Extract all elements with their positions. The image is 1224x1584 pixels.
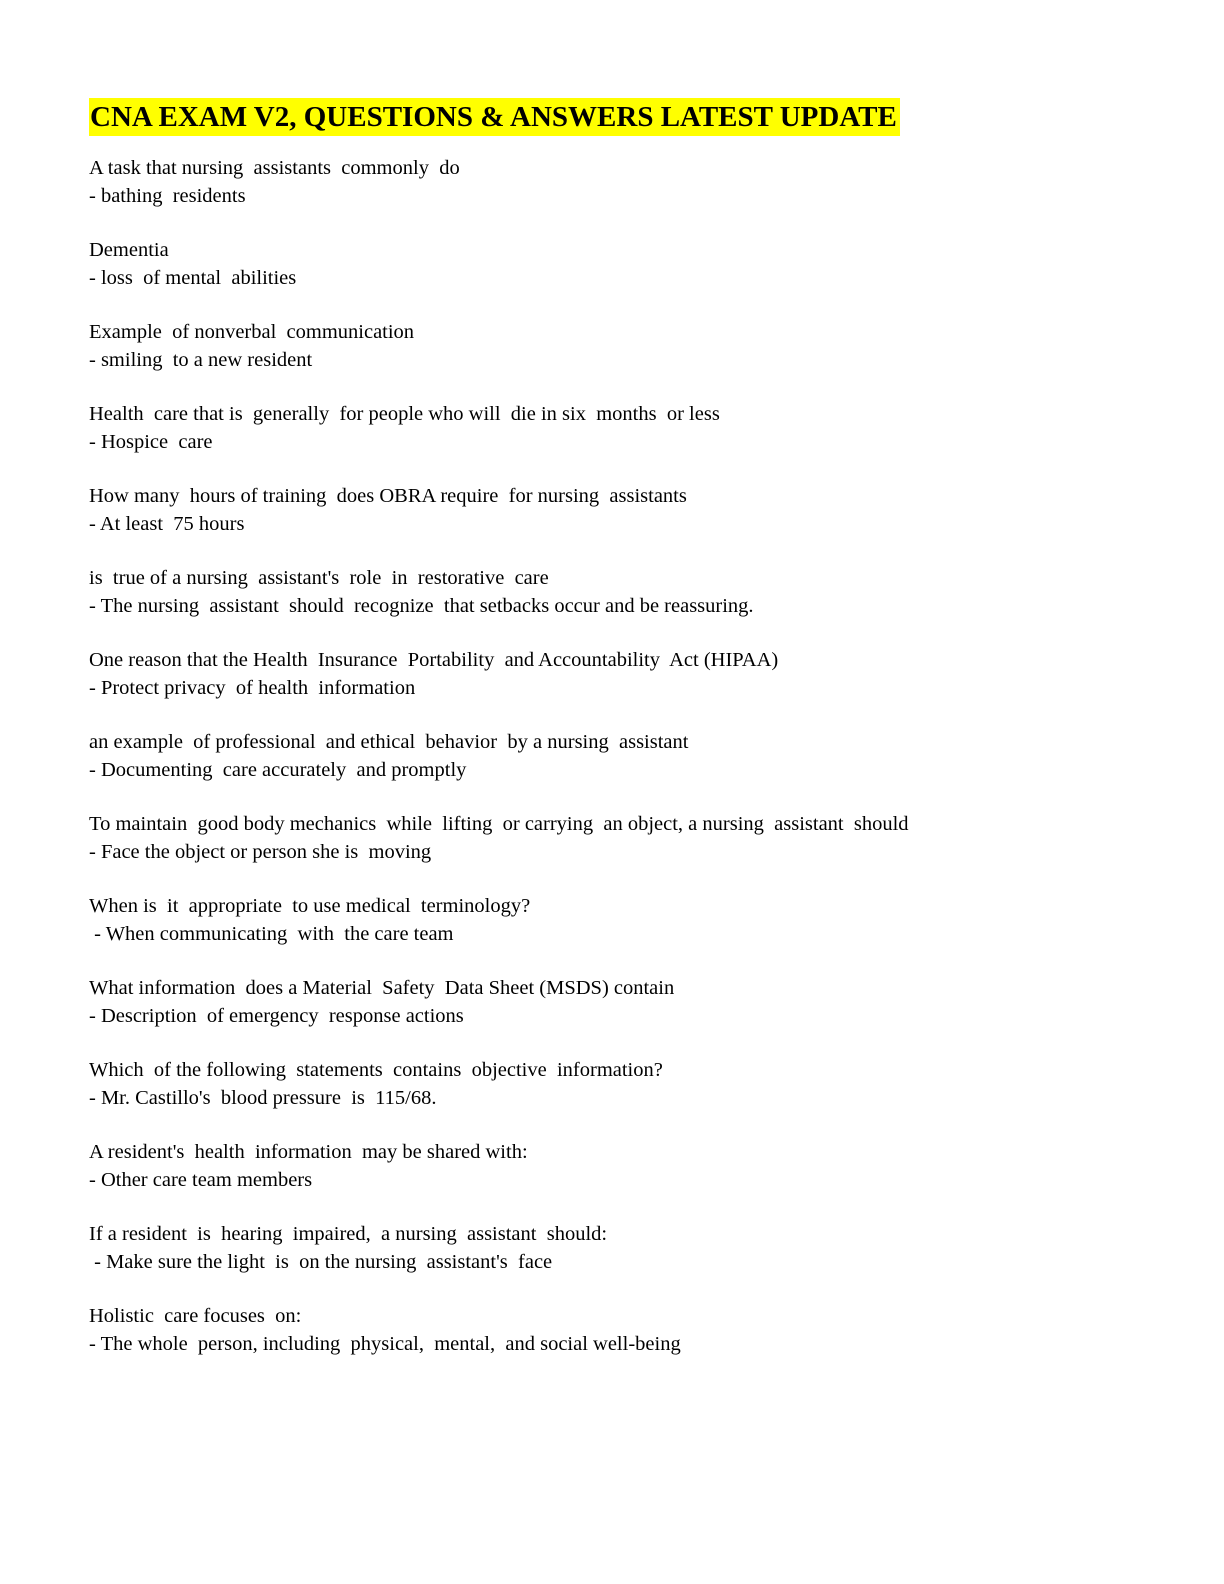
qa-item	[89, 892, 1149, 948]
answer-text: - Documenting care accurately and promptly	[89, 759, 467, 781]
question-text: One reason that the Health Insurance Portability and Accountability Act (HIPAA)	[89, 649, 779, 671]
qa-item	[89, 400, 1149, 456]
answer-text: - Description of emergency response actions	[89, 1005, 464, 1027]
answer-text: - The nursing assistant should recognize that setbacks occur and be reassuring.	[89, 595, 754, 617]
qa-item	[89, 974, 1149, 1030]
answer-text: - Face the object or person she is moving	[89, 841, 432, 863]
answer-text: - bathing residents	[89, 185, 246, 207]
qa-item	[89, 646, 1149, 702]
question-text: If a resident is hearing impaired, a nursing assistant should:	[89, 1223, 608, 1245]
qa-list	[89, 154, 1149, 1358]
question-text: is true of a nursing assistant's role in restorative care	[89, 567, 549, 589]
answer-text: - The whole person, including physical, mental, and social well-being	[89, 1333, 681, 1355]
document-page	[89, 98, 1149, 1384]
answer-text: - Protect privacy of health information	[89, 677, 416, 699]
answer-text: - When communicating with the care team	[89, 923, 454, 945]
qa-item	[89, 810, 1149, 866]
question-text: A task that nursing assistants commonly do	[89, 157, 460, 179]
question-text: What information does a Material Safety Data Sheet (MSDS) contain	[89, 977, 675, 999]
question-text: To maintain good body mechanics while lifting or carrying an object, a nursing assistant should	[89, 813, 909, 835]
question-text: Example of nonverbal communication	[89, 321, 415, 343]
question-text: an example of professional and ethical behavior by a nursing assistant	[89, 731, 689, 753]
answer-text: - loss of mental abilities	[89, 267, 297, 289]
answer-text: - Mr. Castillo's blood pressure is 115/68.	[89, 1087, 437, 1109]
qa-item	[89, 154, 1149, 210]
question-text: Holistic care focuses on:	[89, 1305, 302, 1327]
answer-text: - Other care team members	[89, 1169, 313, 1191]
qa-item	[89, 728, 1149, 784]
question-text: Which of the following statements contains objective information?	[89, 1059, 663, 1081]
question-text: Health care that is generally for people who will die in six months or less	[89, 403, 720, 425]
answer-text: - Hospice care	[89, 431, 213, 453]
question-text: Dementia	[89, 239, 169, 261]
answer-text: - smiling to a new resident	[89, 349, 313, 371]
question-text: When is it appropriate to use medical terminology?	[89, 895, 531, 917]
qa-item	[89, 236, 1149, 292]
document-title: CNA EXAM V2, QUESTIONS & ANSWERS LATEST UPDATE	[89, 98, 900, 136]
qa-item	[89, 564, 1149, 620]
qa-item	[89, 1056, 1149, 1112]
qa-item	[89, 1138, 1149, 1194]
qa-item	[89, 1302, 1149, 1358]
answer-text: - At least 75 hours	[89, 513, 245, 535]
question-text: How many hours of training does OBRA require for nursing assistants	[89, 485, 687, 507]
question-text: A resident's health information may be shared with:	[89, 1141, 528, 1163]
answer-text: - Make sure the light is on the nursing assistant's face	[89, 1251, 553, 1273]
qa-item	[89, 1220, 1149, 1276]
qa-item	[89, 318, 1149, 374]
qa-item	[89, 482, 1149, 538]
